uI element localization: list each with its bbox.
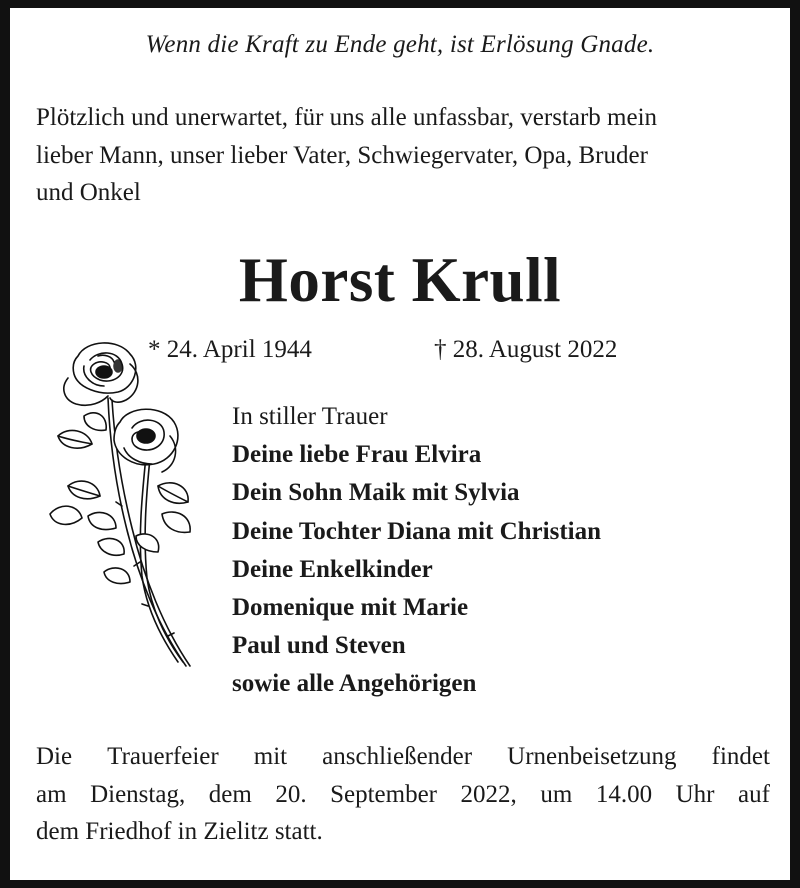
mourner-line: Domenique mit Marie [232,594,469,622]
death-date: † 28. August 2022 [434,336,618,363]
service-word: auf [738,780,770,808]
mourners-block [232,398,601,704]
service-line [36,776,770,814]
motto: Wenn die Kraft zu Ende geht, ist Erlösung Gnade. [145,31,655,58]
service-word: Dienstag, [90,780,186,808]
service-word: um [540,780,573,808]
service-line [36,738,770,776]
service-word: 20. [275,780,307,808]
mourners-lead: In stiller Trauer [232,403,388,430]
service-word: dem [208,780,252,808]
birth-date: * 24. April 1944 [148,336,312,363]
service-word: 2022, [460,780,517,808]
service-word: September [330,780,438,808]
mourner-line: Paul und Steven [232,632,406,660]
intro-line: lieber Mann, unser lieber Vater, Schwiegervater, Opa, Bruder [36,141,648,169]
rose-illustration-icon [38,336,200,672]
service-text [36,738,770,851]
intro-text [36,99,776,212]
service-word: Die [36,743,73,770]
mourner-line: Deine liebe Frau Elvira [232,441,482,469]
intro-line: Plötzlich und unerwartet, für uns alle unfassbar, verstarb mein [36,104,658,131]
mourner-line: Deine Tochter Diana mit Christian [232,517,601,545]
service-word: Trauerfeier [107,743,219,770]
mourner-line: Deine Enkelkinder [232,555,433,583]
deceased-name: Horst Krull [238,245,562,315]
service-word: findet [711,743,770,770]
service-word: anschließender [322,743,473,770]
service-word: Uhr [675,780,715,808]
mourner-line: sowie alle Angehörigen [232,670,477,698]
service-word: 14.00 [595,780,653,808]
intro-line: und Onkel [36,179,141,206]
service-line: dem Friedhof in Zielitz statt. [36,818,323,845]
mourner-line: Dein Sohn Maik mit Sylvia [232,479,520,507]
service-word: am [36,780,67,808]
service-word: mit [253,743,288,770]
service-word: Urnenbeisetzung [507,743,677,770]
